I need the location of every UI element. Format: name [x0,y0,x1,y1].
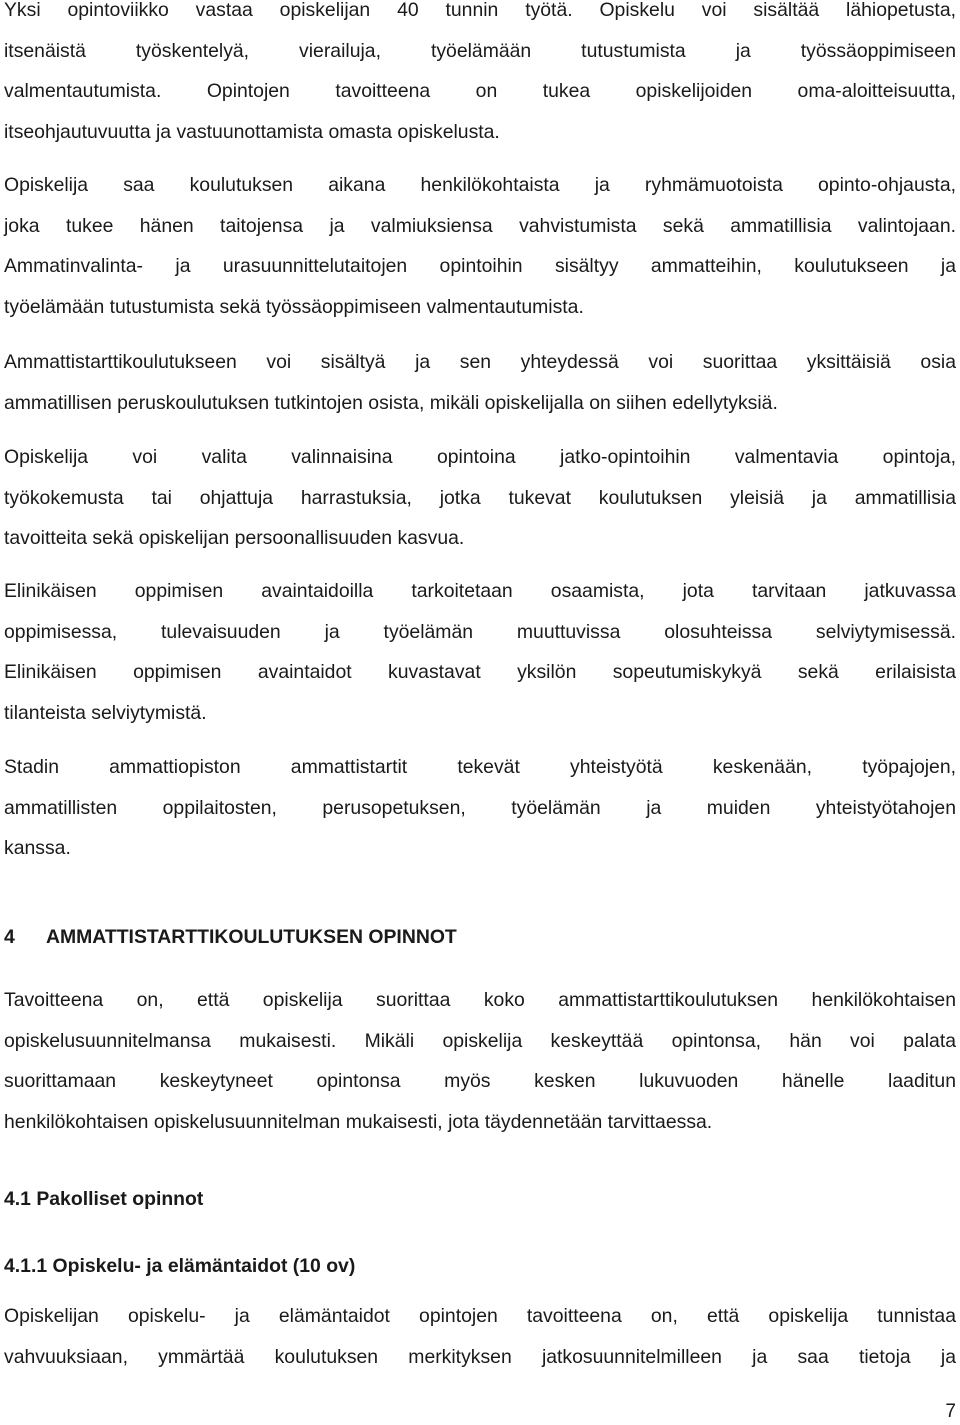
paragraph-study-week [4,0,956,152]
section-heading-4 [4,917,457,957]
text-line: opiskelusuunnitelmansa mukaisesti. Mikäli opiskelija keskeyttää opintonsa, hän voi palata [4,1029,956,1052]
text-line: vahvuuksiaan, ymmärtää koulutuksen merkityksen jatkosuunnitelmilleen ja saa tietoja ja [4,1345,956,1368]
paragraph-guidance [4,165,956,327]
paragraph-lifelong-learning [4,571,956,733]
text-line: Stadin ammattiopiston ammattistartit tekevät yhteistyötä keskenään, työpajojen, [4,756,956,778]
text-line: Opiskelija saa koulutuksen aikana henkilökohtaista ja ryhmämuotoista opinto-ohjausta, [4,174,956,196]
text-line: joka tukee hänen taitojensa ja valmiuksiensa vahvistumista sekä ammatillisia valintojaan. [4,214,956,237]
text-line: Ammattistarttikoulutukseen voi sisältyä ja sen yhteydessä voi suorittaa yksittäisiä osia [4,351,956,373]
section-heading-4-1-1: 4.1.1 Opiskelu- ja elämäntaidot (10 ov) [4,1255,356,1277]
text-line: itsenäistä työskentelyä, vierailuja, työelämään tutustumista ja työssäoppimiseen [4,39,956,62]
text-line: tavoitteita sekä opiskelijan persoonallisuuden kasvua. [4,527,465,549]
paragraph-section-4 [4,980,956,1142]
section-title: AMMATTISTARTTIKOULUTUKSEN OPINNOT [46,926,457,948]
text-line: työelämään tutustumista sekä työssäoppimiseen valmentautumista. [4,295,584,318]
text-line: valmentautumista. Opintojen tavoitteena on tukea opiskelijoiden oma-aloitteisuutta, [4,80,956,102]
page-number: 7 [945,1401,956,1422]
text-line: tilanteista selviytymistä. [4,701,207,724]
text-line: suorittamaan keskeytyneet opintonsa myös kesken lukuvuoden hänelle laaditun [4,1070,956,1092]
text-line: henkilökohtaisen opiskelusuunnitelman mukaisesti, jota täydennetään tarvittaessa. [4,1110,713,1133]
text-line: itseohjautuvuutta ja vastuunottamista omasta opiskelusta. [4,120,500,143]
text-line: ammatillisen peruskoulutuksen tutkintojen osista, mikäli opiskelijalla on siihen edellytyksiä. [4,391,778,414]
text-line: ammatillisten oppilaitosten, perusopetuksen, työelämän ja muiden yhteistyötahojen [4,796,956,819]
paragraph-elective-studies [4,437,956,559]
text-line: Elinikäisen oppimisen avaintaidoilla tarkoitetaan osaamista, jota tarvitaan jatkuvassa [4,580,956,602]
text-line: oppimisessa, tulevaisuuden ja työelämän muuttuvissa olosuhteissa selviytymisessä. [4,620,956,643]
paragraph-cooperation [4,747,956,869]
text-line: Opiskelijan opiskelu- ja elämäntaidot opintojen tavoitteena on, että opiskelija tunnistaa [4,1305,956,1327]
text-line: Yksi opintoviikko vastaa opiskelijan 40 tunnin työtä. Opiskelu voi sisältää lähiopetusta, [4,0,956,21]
paragraph-vocational-parts [4,342,956,423]
text-line: työkokemusta tai ohjattuja harrastuksia, jotka tukevat koulutuksen yleisiä ja ammatillisia [4,486,956,509]
paragraph-section-4-1-1 [4,1296,956,1377]
text-line: Elinikäisen oppimisen avaintaidot kuvastavat yksilön sopeutumiskykyä sekä erilaisista [4,661,956,683]
section-number: 4 [4,926,15,948]
text-line: kanssa. [4,837,71,859]
section-heading-4-1: 4.1 Pakolliset opinnot [4,1188,204,1210]
text-line: Opiskelija voi valita valinnaisina opintoina jatko-opintoihin valmentavia opintoja, [4,446,956,468]
text-line: Ammatinvalinta- ja urasuunnittelutaitojen opintoihin sisältyy ammatteihin, koulutukseen ja [4,255,956,277]
text-line: Tavoitteena on, että opiskelija suorittaa koko ammattistarttikoulutuksen henkilökohtaisen [4,989,956,1011]
